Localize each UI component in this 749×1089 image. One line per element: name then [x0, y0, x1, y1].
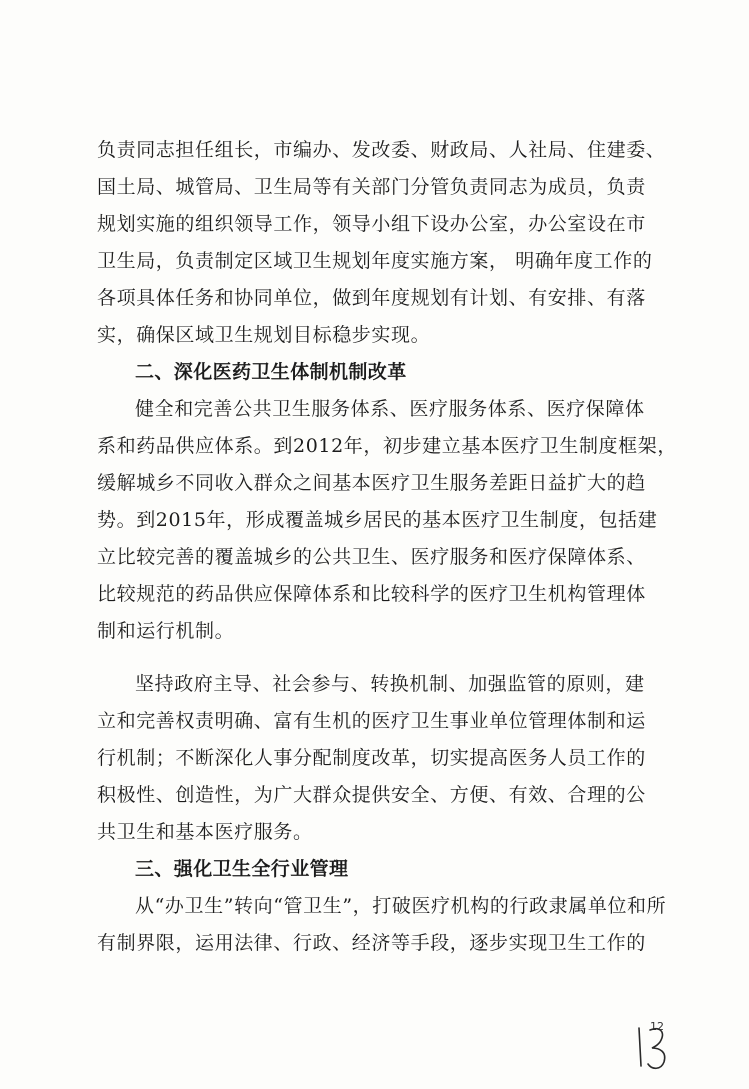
text-line: 国土局、城管局、卫生局等有关部门分管负责同志为成员，负责	[97, 176, 646, 198]
text-line: 比较规范的药品供应保障体系和比较科学的医疗卫生机构管理体	[97, 583, 646, 605]
text-line: 立和完善权责明确、富有生机的医疗卫生事业单位管理体制和运	[97, 710, 646, 732]
body-text	[97, 132, 677, 962]
text-line: 制和运行机制。	[97, 620, 235, 642]
text-line: 势。到2015年，形成覆盖城乡居民的基本医疗卫生制度，包括建	[97, 509, 658, 531]
text-line: 负责同志担任组长，市编办、发改委、财政局、人社局、住建委、	[97, 139, 666, 161]
paragraph-3	[97, 666, 672, 851]
text-line: 规划实施的组织领导工作，领导小组下设办公室，办公室设在市	[97, 213, 646, 235]
paragraph-1	[97, 132, 672, 354]
text-line: 系和药品供应体系。到2012年，初步建立基本医疗卫生制度框架，	[97, 435, 677, 457]
section-heading-2: 二、深化医药卫生体制机制改革	[135, 361, 407, 383]
handwritten-page-number-mark	[630, 1018, 680, 1076]
section-heading-3: 三、强化卫生全行业管理	[135, 858, 349, 880]
text-line: 实，确保区域卫生规划目标稳步实现。	[97, 324, 431, 346]
text-line: 坚持政府主导、社会参与、转换机制、加强监管的原则，建	[135, 673, 645, 695]
text-line: 缓解城乡不同收入群众之间基本医疗卫生服务差距日益扩大的趋	[97, 472, 646, 494]
text-line: 有制界限，运用法律、行政、经济等手段，逐步实现卫生工作的	[97, 932, 646, 954]
text-line: 健全和完善公共卫生服务体系、医疗服务体系、医疗保障体	[135, 398, 645, 420]
text-line: 积极性、创造性，为广大群众提供安全、方便、有效、合理的公	[97, 784, 646, 806]
text-line: 各项具体任务和协同单位，做到年度规划有计划、有安排、有落	[97, 287, 646, 309]
paragraph-2	[97, 391, 677, 650]
paragraph-gap	[97, 650, 672, 666]
text-line: 从“办卫生”转向“管卫生”，打破医疗机构的行政隶属单位和所	[135, 895, 667, 917]
text-line: 立比较完善的覆盖城乡的公共卫生、医疗服务和医疗保障体系、	[97, 546, 646, 568]
text-line: 共卫生和基本医疗服务。	[97, 821, 313, 843]
text-line: 行机制；不断深化人事分配制度改革，切实提高医务人员工作的	[97, 747, 646, 769]
paragraph-4	[97, 888, 672, 962]
page-number: 12	[650, 1020, 664, 1033]
text-line: 卫生局，负责制定区域卫生规划年度实施方案， 明确年度工作的	[97, 250, 653, 272]
